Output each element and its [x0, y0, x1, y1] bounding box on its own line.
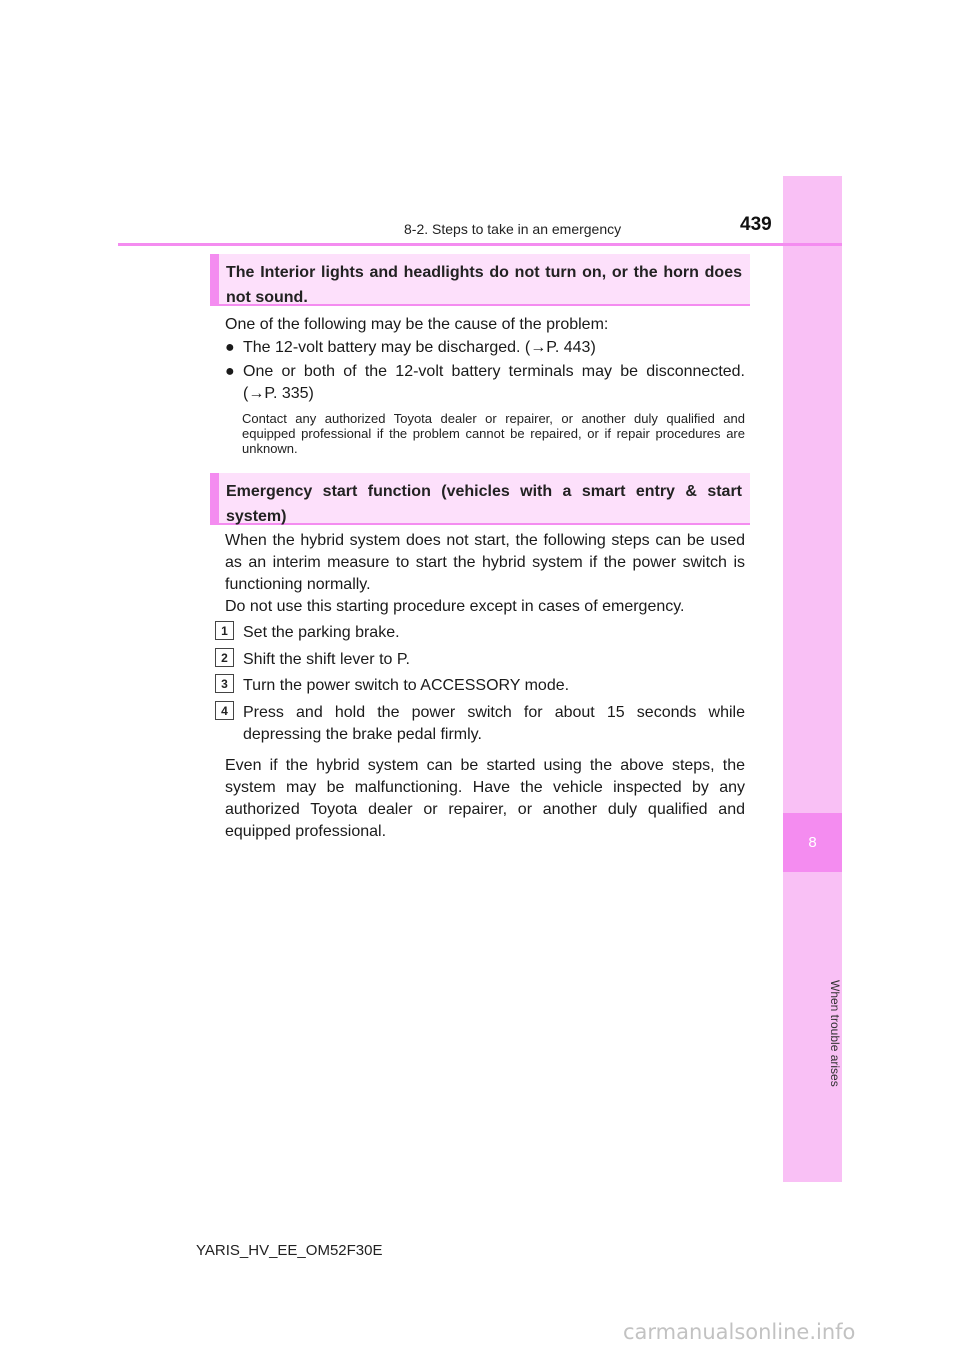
- bullet-text: The 12-volt battery may be discharged. (→P. 443): [243, 339, 596, 356]
- note-text: Contact any authorized Toyota dealer or repairer, or another duly qualified and equipped professional if the problem cannot be repaired, or if repair procedures are unknown.: [242, 411, 745, 456]
- cause-intro: One of the following may be the cause of the problem:: [225, 316, 609, 333]
- bullet-icon: ●: [225, 339, 235, 356]
- page-number: 439: [740, 214, 772, 235]
- header-divider: [118, 243, 842, 246]
- emergency-intro: When the hybrid system does not start, the following steps can be used as an interim measure to start the hybrid system if the power switch is functioning normally.: [225, 532, 745, 593]
- section-label: 8-2. Steps to take in an emergency: [404, 221, 622, 237]
- step-number-badge: 2: [215, 648, 234, 667]
- step-number-badge: 1: [215, 621, 234, 640]
- step-text: Shift the shift lever to P.: [243, 651, 410, 668]
- bullet-item: [225, 361, 745, 405]
- chapter-side-tab: [783, 176, 842, 1182]
- section-heading-emergency-start: Emergency start function (vehicles with a smart entry & start system): [210, 473, 750, 525]
- step-number-badge: 4: [215, 701, 234, 720]
- step-text: Press and hold the power switch for about 15 seconds while depressing the brake pedal firmly.: [243, 704, 745, 743]
- emergency-warning: Do not use this starting procedure except in cases of emergency.: [225, 598, 685, 615]
- section-heading-lights: The Interior lights and headlights do not turn on, or the horn does not sound.: [210, 254, 750, 306]
- closing-paragraph: Even if the hybrid system can be started using the above steps, the system may be malfunctioning. Have the vehicle inspected by any authorized Toyota dealer or repairer, or another duly qualified and equipped professional.: [225, 757, 745, 840]
- bullet-text: One or both of the 12-volt battery terminals may be disconnected. (→P. 335): [243, 363, 745, 402]
- chapter-title: When trouble arises: [828, 979, 842, 1087]
- document-code: YARIS_HV_EE_OM52F30E: [196, 1242, 383, 1259]
- watermark: carmanualsonline.info: [623, 1320, 856, 1344]
- step-text: Turn the power switch to ACCESSORY mode.: [243, 677, 570, 694]
- chapter-number: 8: [783, 813, 842, 872]
- bullet-item: [225, 337, 745, 359]
- bullet-icon: ●: [225, 363, 235, 380]
- step-number-badge: 3: [215, 674, 234, 693]
- step-text: Set the parking brake.: [243, 624, 400, 641]
